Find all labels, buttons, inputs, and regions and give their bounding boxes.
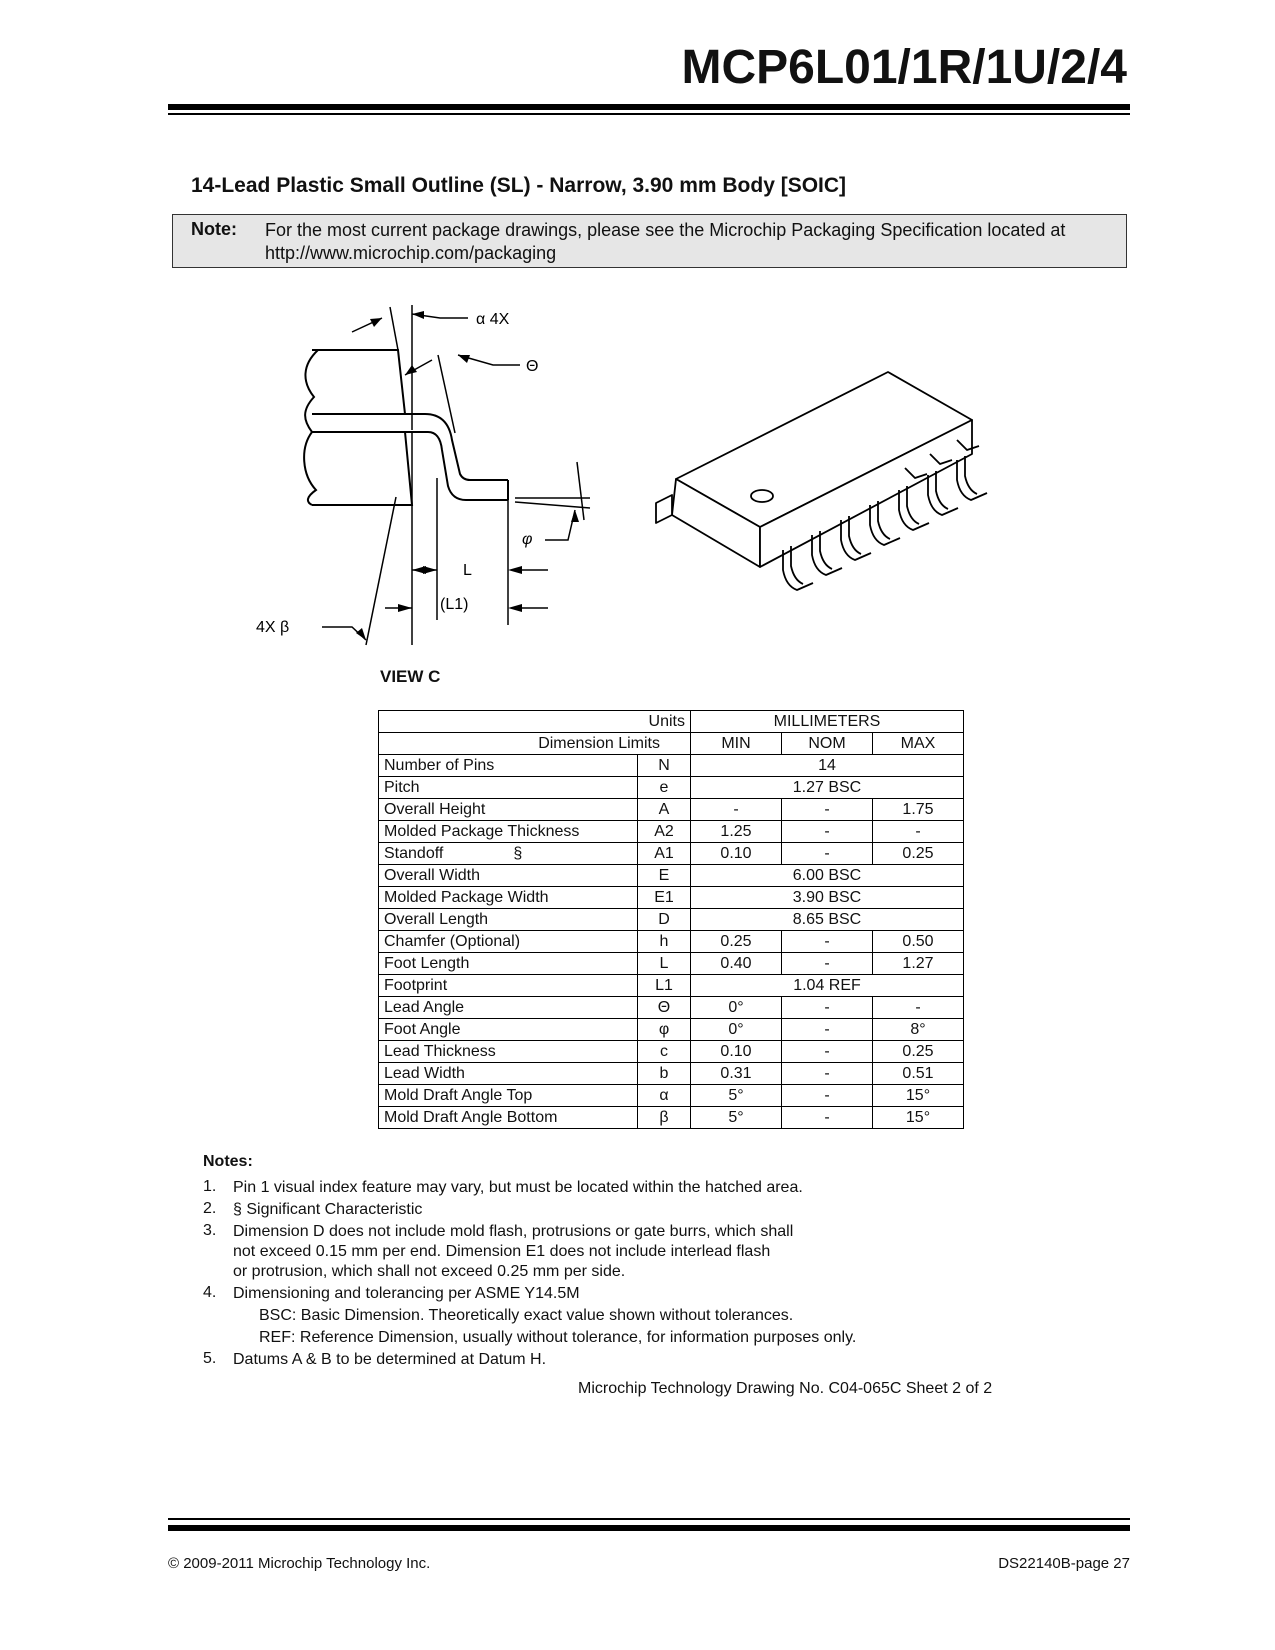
dimension-value: 1.04 REF bbox=[691, 975, 964, 997]
dimension-nom: - bbox=[782, 1063, 873, 1085]
note-line: BSC: Basic Dimension. Theoretically exact value shown without tolerances. bbox=[259, 1307, 794, 1324]
note-text-url[interactable]: http://www.microchip.com/packaging bbox=[265, 243, 557, 263]
dimension-symbol: e bbox=[638, 777, 691, 799]
dimension-name: Lead Width bbox=[379, 1063, 638, 1085]
dimension-nom: - bbox=[782, 1085, 873, 1107]
dimension-name: Overall Width bbox=[379, 865, 638, 887]
dimension-max: 15° bbox=[873, 1085, 964, 1107]
note-number: 3. bbox=[203, 1222, 217, 1239]
dimension-value: 1.27 BSC bbox=[691, 777, 964, 799]
table-header-limits bbox=[379, 733, 964, 755]
document-part-title: MCP6L01/1R/1U/2/4 bbox=[681, 41, 1127, 94]
note-line: Datums A & B to be determined at Datum H. bbox=[233, 1351, 547, 1368]
dimension-symbol: Θ bbox=[638, 997, 691, 1019]
note-item bbox=[203, 1328, 1003, 1348]
phi-label: φ bbox=[522, 531, 533, 548]
dimension-limits-label: Dimension Limits bbox=[379, 733, 691, 755]
note-line: Dimension D does not include mold flash, protrusions or gate burrs, which shall bbox=[233, 1223, 794, 1240]
dimension-max: 8° bbox=[873, 1019, 964, 1041]
table-row bbox=[379, 821, 964, 843]
table-row bbox=[379, 1085, 964, 1107]
dimension-name: Lead Thickness bbox=[379, 1041, 638, 1063]
dimension-symbol: A bbox=[638, 799, 691, 821]
dimension-nom: - bbox=[782, 799, 873, 821]
dimension-symbol: A2 bbox=[638, 821, 691, 843]
dimension-name: Lead Angle bbox=[379, 997, 638, 1019]
table-row bbox=[379, 887, 964, 909]
dimension-value: 3.90 BSC bbox=[691, 887, 964, 909]
dimension-name: Overall Length bbox=[379, 909, 638, 931]
dimension-max: 15° bbox=[873, 1107, 964, 1129]
dimension-nom: - bbox=[782, 997, 873, 1019]
note-label: Note: bbox=[191, 219, 237, 239]
dimension-min: - bbox=[691, 799, 782, 821]
dimension-value: 8.65 BSC bbox=[691, 909, 964, 931]
package-title: 14-Lead Plastic Small Outline (SL) - Narrow, 3.90 mm Body [SOIC] bbox=[191, 174, 847, 197]
l-label: L bbox=[463, 562, 472, 579]
view-c-label: VIEW C bbox=[380, 667, 441, 686]
dimension-symbol: N bbox=[638, 755, 691, 777]
table-row bbox=[379, 1019, 964, 1041]
note-item bbox=[203, 1306, 1003, 1326]
dimension-name: Molded Package Thickness bbox=[379, 821, 638, 843]
note-line: Pin 1 visual index feature may vary, but must be located within the hatched area. bbox=[233, 1179, 803, 1196]
dimension-name: Pitch bbox=[379, 777, 638, 799]
note-item bbox=[203, 1178, 1003, 1198]
note-number: 5. bbox=[203, 1350, 217, 1367]
dimension-name: Chamfer (Optional) bbox=[379, 931, 638, 953]
dimension-symbol: E bbox=[638, 865, 691, 887]
dimension-max: 0.50 bbox=[873, 931, 964, 953]
note-line: or protrusion, which shall not exceed 0.25 mm per side. bbox=[233, 1263, 626, 1280]
dimension-name bbox=[379, 843, 638, 865]
table-row bbox=[379, 1063, 964, 1085]
dimension-max: 0.51 bbox=[873, 1063, 964, 1085]
dimension-name: Foot Angle bbox=[379, 1019, 638, 1041]
drawing-number: Microchip Technology Drawing No. C04-065C Sheet 2 of 2 bbox=[578, 1380, 993, 1397]
table-row bbox=[379, 997, 964, 1019]
dimension-symbol: h bbox=[638, 931, 691, 953]
dimension-max: 0.25 bbox=[873, 843, 964, 865]
dimension-name: Number of Pins bbox=[379, 755, 638, 777]
view-c-lead-profile bbox=[304, 350, 508, 505]
dimension-symbol: c bbox=[638, 1041, 691, 1063]
dimension-min: 0.25 bbox=[691, 931, 782, 953]
table-row bbox=[379, 1041, 964, 1063]
note-number: 2. bbox=[203, 1200, 217, 1217]
dimension-min: 5° bbox=[691, 1085, 782, 1107]
dimension-nom: - bbox=[782, 953, 873, 975]
table-row bbox=[379, 799, 964, 821]
dimension-nom: - bbox=[782, 931, 873, 953]
dimension-min: 0.31 bbox=[691, 1063, 782, 1085]
note-number: 1. bbox=[203, 1178, 217, 1195]
note-item bbox=[203, 1222, 1003, 1282]
l1-label: (L1) bbox=[440, 596, 469, 613]
note-line: not exceed 0.15 mm per end. Dimension E1 does not include interlead flash bbox=[233, 1243, 771, 1260]
dimension-min: 0.10 bbox=[691, 1041, 782, 1063]
dimension-value: 6.00 BSC bbox=[691, 865, 964, 887]
dimension-max: - bbox=[873, 997, 964, 1019]
units-label: Units bbox=[379, 711, 691, 733]
dimension-min: 0.40 bbox=[691, 953, 782, 975]
dimension-min: 1.25 bbox=[691, 821, 782, 843]
dimension-min: 5° bbox=[691, 1107, 782, 1129]
table-row bbox=[379, 1107, 964, 1129]
dimension-symbol: b bbox=[638, 1063, 691, 1085]
units-value: MILLIMETERS bbox=[691, 711, 964, 733]
dimension-name: Overall Height bbox=[379, 799, 638, 821]
note-number: 4. bbox=[203, 1284, 217, 1301]
note-item bbox=[203, 1200, 1003, 1220]
note-line: Dimensioning and tolerancing per ASME Y14.5M bbox=[233, 1285, 580, 1302]
dimension-name: Footprint bbox=[379, 975, 638, 997]
table-row bbox=[379, 865, 964, 887]
dimension-symbol: D bbox=[638, 909, 691, 931]
note-line: § Significant Characteristic bbox=[233, 1201, 423, 1218]
col-min: MIN bbox=[691, 733, 782, 755]
footer-copyright: © 2009-2011 Microchip Technology Inc. bbox=[168, 1555, 431, 1572]
significant-characteristic-mark: § bbox=[513, 844, 523, 862]
dimension-symbol: β bbox=[638, 1107, 691, 1129]
dimension-symbol: A1 bbox=[638, 843, 691, 865]
dimension-min: 0° bbox=[691, 1019, 782, 1041]
dimension-max: - bbox=[873, 821, 964, 843]
table-row bbox=[379, 931, 964, 953]
dimension-nom: - bbox=[782, 821, 873, 843]
dimension-name: Mold Draft Angle Top bbox=[379, 1085, 638, 1107]
view-c-arrowheads bbox=[356, 311, 579, 640]
footer-page-number: DS22140B-page 27 bbox=[998, 1555, 1130, 1572]
notes-title: Notes: bbox=[203, 1153, 253, 1170]
dimension-symbol: L1 bbox=[638, 975, 691, 997]
table-header-units bbox=[379, 711, 964, 733]
table-row bbox=[379, 777, 964, 799]
dimension-nom: - bbox=[782, 1107, 873, 1129]
dimension-rows bbox=[379, 755, 964, 1129]
dimension-name: Molded Package Width bbox=[379, 887, 638, 909]
table-row bbox=[379, 953, 964, 975]
notes-list bbox=[203, 1178, 1003, 1372]
dimension-nom: - bbox=[782, 1019, 873, 1041]
dimension-symbol: α bbox=[638, 1085, 691, 1107]
table-row bbox=[379, 843, 964, 865]
beta-label: 4X β bbox=[256, 619, 290, 636]
package-drawing bbox=[0, 0, 1275, 700]
theta-label: Θ bbox=[526, 358, 539, 375]
note-line: REF: Reference Dimension, usually without tolerance, for information purposes only. bbox=[259, 1329, 857, 1346]
dimension-max: 1.27 bbox=[873, 953, 964, 975]
col-nom: NOM bbox=[782, 733, 873, 755]
view-c-labels bbox=[256, 311, 538, 636]
dimension-symbol: L bbox=[638, 953, 691, 975]
dimension-max: 1.75 bbox=[873, 799, 964, 821]
dimension-name-text: Standoff bbox=[384, 844, 444, 862]
table-row bbox=[379, 909, 964, 931]
dimension-value: 14 bbox=[691, 755, 964, 777]
dimension-nom: - bbox=[782, 843, 873, 865]
footer-rule-thick bbox=[168, 1525, 1130, 1531]
dimension-name: Mold Draft Angle Bottom bbox=[379, 1107, 638, 1129]
note-item bbox=[203, 1350, 1003, 1370]
note-item bbox=[203, 1284, 1003, 1304]
table-row bbox=[379, 975, 964, 997]
dimension-table bbox=[378, 710, 964, 1129]
dimension-min: 0° bbox=[691, 997, 782, 1019]
dimension-nom: - bbox=[782, 1041, 873, 1063]
alpha-label: α 4X bbox=[476, 311, 510, 328]
dimension-min: 0.10 bbox=[691, 843, 782, 865]
dimension-symbol: φ bbox=[638, 1019, 691, 1041]
col-max: MAX bbox=[873, 733, 964, 755]
view-c-dimension-lines bbox=[322, 305, 590, 645]
footer-rule-thin bbox=[168, 1518, 1130, 1520]
dimension-max: 0.25 bbox=[873, 1041, 964, 1063]
dimension-symbol: E1 bbox=[638, 887, 691, 909]
dimension-name: Foot Length bbox=[379, 953, 638, 975]
table-row bbox=[379, 755, 964, 777]
note-text-line1: For the most current package drawings, please see the Microchip Packaging Specification located at bbox=[265, 220, 1066, 240]
soic-package-3d bbox=[656, 372, 987, 590]
